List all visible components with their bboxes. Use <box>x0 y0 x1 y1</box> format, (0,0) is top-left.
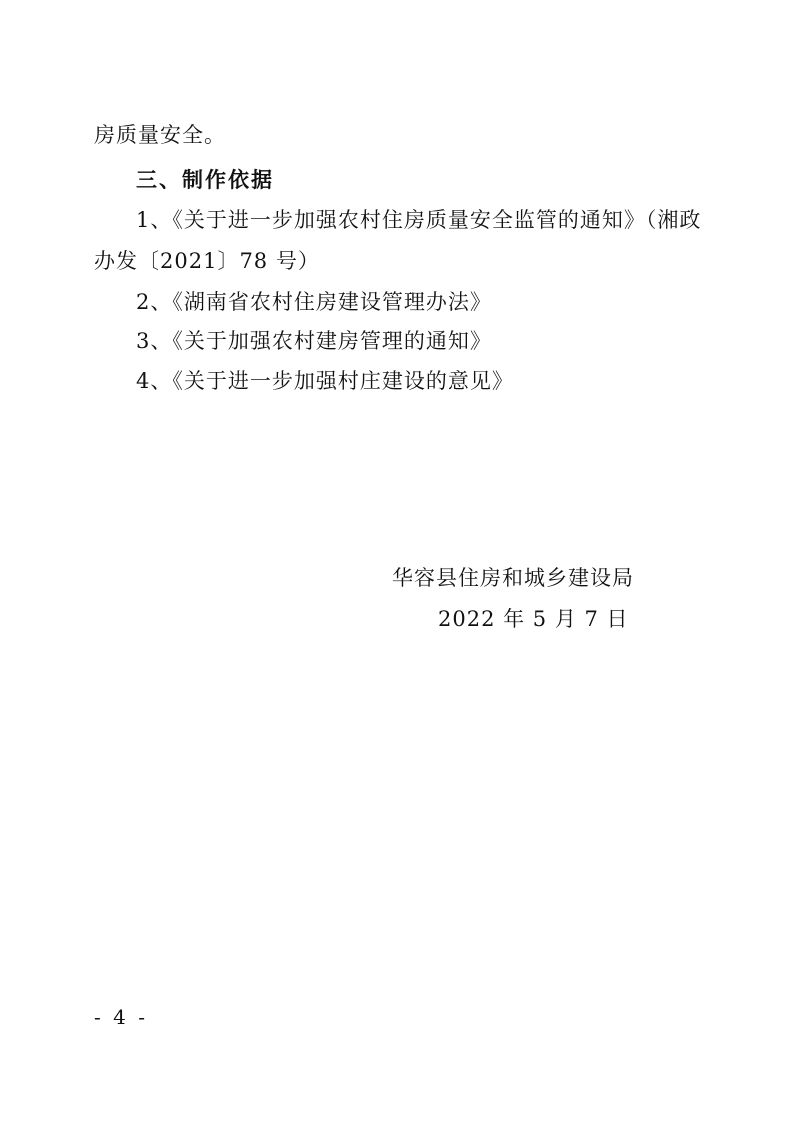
reference-item: 3、《关于加强农村建房管理的通知》 <box>136 329 492 353</box>
reference-item: 4、《关于进一步加强村庄建设的意见》 <box>136 369 514 393</box>
section-heading: 三、制作依据 <box>136 168 274 192</box>
reference-item: 2、《湖南省农村住房建设管理办法》 <box>136 290 492 314</box>
reference-item-continuation: 办发〔2021〕78 号） <box>94 249 320 273</box>
continuation-text: 房质量安全。 <box>94 123 226 147</box>
reference-item: 1、《关于进一步加强农村住房质量安全监管的通知》（湘政 <box>136 208 702 232</box>
issuing-authority: 华容县住房和城乡建设局 <box>392 566 634 590</box>
page-number: - 4 - <box>94 1005 148 1029</box>
issue-date: 2022 年 5 月 7 日 <box>438 607 629 631</box>
